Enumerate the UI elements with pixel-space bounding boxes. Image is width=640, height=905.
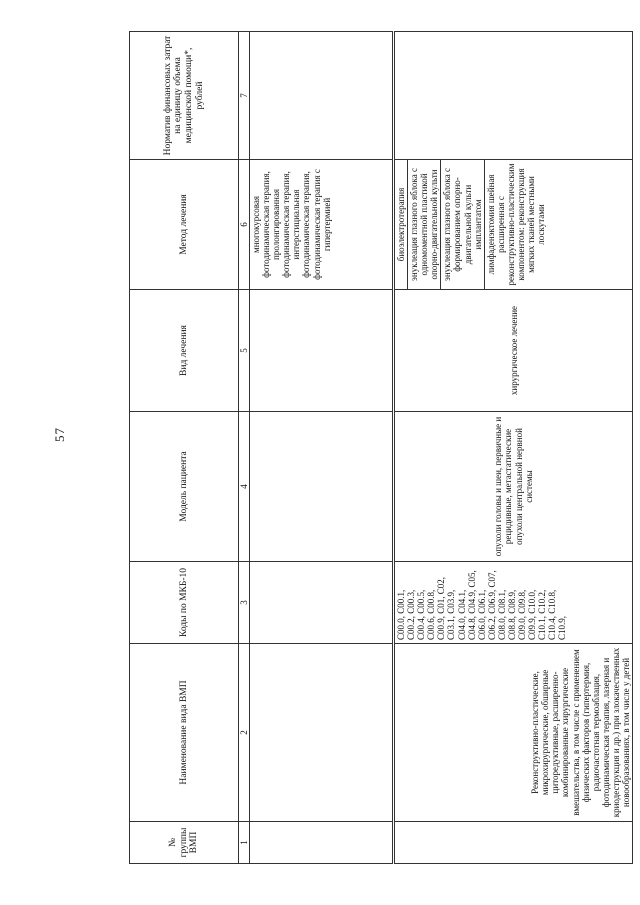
column-number: 2 xyxy=(239,644,250,822)
cell-treatment-type: хирургическое лечение xyxy=(394,290,633,412)
cell-vmp-name: Реконструктивно-пластические, микрохирургические, обширные циторедуктивные, расширенно-комбинированные хирургические вмешательства, в том числе с применением физических факторов (гипертермия, радиочастотная термоаблация, фотодинамическая терапия, лазерная и криодеструкция и др.) при злокачественных новообразованиях, в том числе у детей xyxy=(394,644,633,822)
cell-empty xyxy=(250,562,394,644)
column-number-row xyxy=(239,32,250,864)
header-patient-model: Модель пациента xyxy=(130,412,239,562)
method-item: биоэлектротерапия xyxy=(395,160,408,289)
header-vmp-name: Наименование вида ВМП xyxy=(130,644,239,822)
header-row xyxy=(130,32,239,864)
header-group-number: № группы ВМП xyxy=(130,822,239,864)
cell-cost-norm xyxy=(394,32,633,160)
column-number: 1 xyxy=(239,822,250,864)
header-treatment-type: Вид лечения xyxy=(130,290,239,412)
method-item: лимфаденэктомия шейная расширенная с реконструктивно-пластическим компонентом: реконструкция мягких тканей местными лоскутами xyxy=(485,163,547,286)
header-treatment-method: Метод лечения xyxy=(130,160,239,290)
table-row xyxy=(394,32,633,864)
vmp-table xyxy=(129,31,633,864)
cell-treatment-methods xyxy=(394,160,633,290)
cell-icd-codes: C00.0, C00.1, C00.2, C00.3, C00.4, C00.5, C00.6, C00.8, C00.9, C01, C02, C03.1, C03.9, C04.0, C04.1, C04.8, C04.9, C05, C06.0, C06.1, C06.2, C06.9, C07, C08.0, C08.1, C08.8, C08.9, C09.0, C09.8, C09.9, C10.0, C10.1, C10.2, C10.4, C10.8, C10.9, xyxy=(394,562,633,644)
header-icd-codes: Коды по МКБ-10 xyxy=(130,562,239,644)
cell-empty xyxy=(250,822,394,864)
column-number: 6 xyxy=(239,160,250,290)
rotated-page xyxy=(129,32,633,864)
column-number: 4 xyxy=(239,412,250,562)
header-cost-norm: Норматив финансовых затрат на единицу объема медицинской помощи*, рублей xyxy=(130,32,239,160)
method-item: энуклеация глазного яблока с одномоментной пластикой опорно-двигательной культи xyxy=(408,160,441,289)
cell-patient-model: опухоли головы и шеи, первичные и рецидивные, метастатические опухоли центральной нервной системы xyxy=(394,412,633,562)
cell-empty xyxy=(250,290,394,412)
cell-group-number xyxy=(394,822,633,864)
column-number: 7 xyxy=(239,32,250,160)
column-number: 5 xyxy=(239,290,250,412)
page-number: 57 xyxy=(52,427,67,442)
column-number: 3 xyxy=(239,562,250,644)
cell-top-methods: многокурсовая фотодинамическая терапия, пролонгированная фотодинамическая терапия, интерстициальная фотодинамическая терапия, фотодинамическая терапия с гипертермией xyxy=(250,160,394,290)
cell-empty xyxy=(250,644,394,822)
cell-empty xyxy=(250,32,394,160)
method-item: энуклеация глазного яблока с формированием опорно-двигательной культи имплантатом xyxy=(441,160,484,289)
continued-row xyxy=(250,32,394,864)
cell-empty xyxy=(250,412,394,562)
